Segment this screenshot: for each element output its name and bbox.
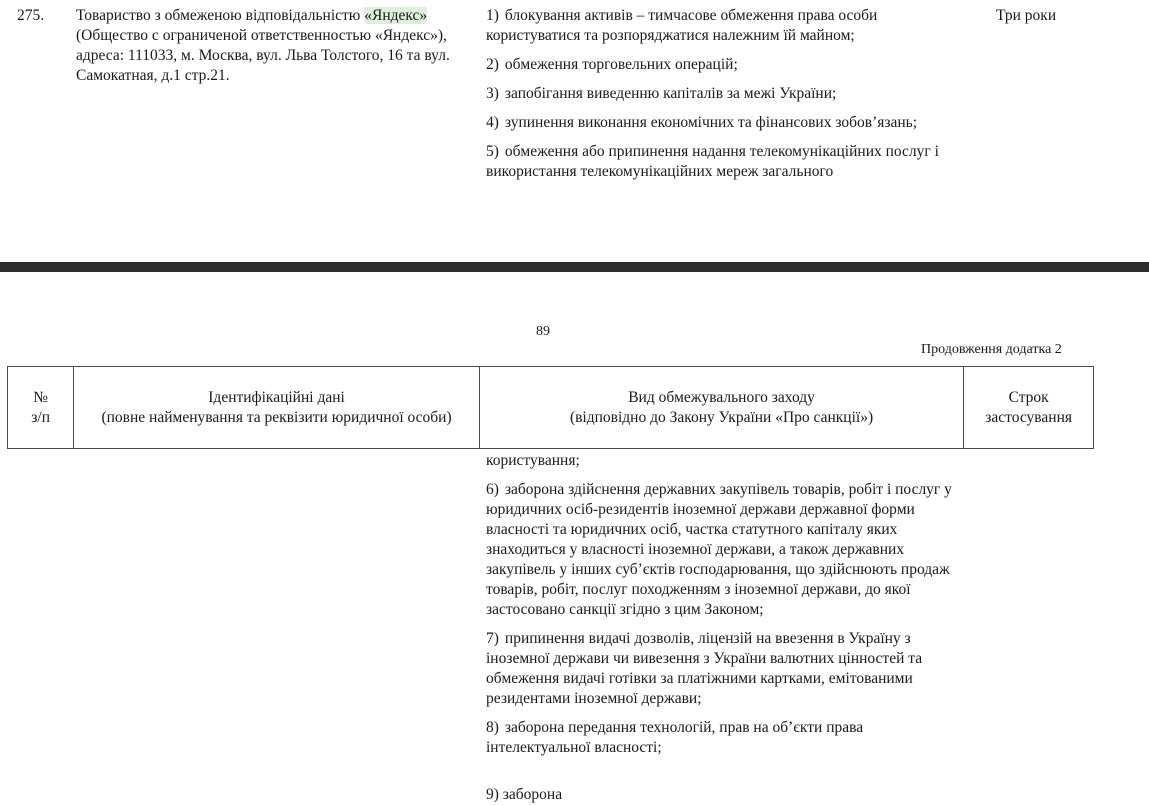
measure-text: зупинення виконання економічних та фінансових зобов’язань; xyxy=(504,114,918,131)
measure-item xyxy=(486,113,961,133)
measure-item xyxy=(486,142,961,182)
header-text: Строк xyxy=(1008,388,1049,406)
term-value: Три роки xyxy=(996,7,1057,24)
measure-text: обмеження торговельних операцій; xyxy=(504,56,738,73)
measure-item xyxy=(486,718,961,758)
entity-name-highlight: «Яндекс» xyxy=(364,7,428,24)
page-separator xyxy=(0,262,1149,272)
row-number: 275. xyxy=(17,7,45,24)
entity-name-prefix: Товариство з обмеженою відповідальністю xyxy=(76,7,365,24)
measure-number: 6) xyxy=(486,481,499,498)
header-text: з/п xyxy=(31,408,51,426)
header-text: застосування xyxy=(985,408,1073,426)
measure-number: 3) xyxy=(486,85,499,102)
measure-text: заборона здійснення державних закупівель товарів, робіт і послуг у юридичних осіб-резидентів іноземної держави державної форми власності та юридичних осіб, частка статутного капіталу яких знаходиться у власності іноземної держави, а також державних закупівель у інших суб’єктів господарювання, що здійснюють продаж товарів, робіт, послуг походженням з іноземної держави, до якої застосовано санкції згідно з цим Законом; xyxy=(486,481,952,618)
measure-text: блокування активів – тимчасове обмеження права особи користуватися та розпоряджатися належним їй майном; xyxy=(486,7,878,44)
header-cell-identification xyxy=(74,367,479,449)
measure-number: 1) xyxy=(486,7,499,24)
header-text: (повне найменування та реквізити юридичної особи) xyxy=(101,408,452,426)
measure-item xyxy=(486,629,961,709)
measure-item xyxy=(486,6,961,46)
measure-text: припинення видачі дозволів, ліцензій на ввезення в Україну з іноземної держави чи вивезення з України валютних цінностей та обмеження видачі готівки за платіжними картками, емітованими резидентами іноземної держави; xyxy=(486,630,923,707)
entity-name-ru: (Общество с ограниченой ответственностью «Яндекс»), xyxy=(76,27,447,44)
measure-number: 4) xyxy=(486,114,499,131)
header-text: Ідентифікаційні дані xyxy=(208,388,345,406)
measure-number: 7) xyxy=(486,630,499,647)
measure-text: обмеження або припинення надання телекомунікаційних послуг і використання телекомунікаційних мереж загального xyxy=(486,143,939,180)
entity-cell xyxy=(76,6,476,86)
measure-item xyxy=(486,55,961,75)
measure-text: заборона передання технологій, прав на об’єкти права інтелектуальної власності; xyxy=(486,719,864,756)
measures-list-bottom xyxy=(486,451,961,767)
continuation-label: Продовження додатка 2 xyxy=(921,342,1062,357)
header-text: (відповідно до Закону України «Про санкції») xyxy=(569,408,874,426)
measure-text: запобігання виведенню капіталів за межі України; xyxy=(504,85,837,102)
header-cell-term xyxy=(964,367,1094,449)
measure-continuation: користування; xyxy=(486,452,580,469)
measures-list-top xyxy=(486,6,961,191)
entity-address: адреса: 111033, м. Москва, вул. Льва Толстого, 16 та вул. Самокатная, д.1 стр.21. xyxy=(76,47,450,84)
page-number: 89 xyxy=(536,324,550,339)
entity-name xyxy=(76,6,476,26)
measure-item xyxy=(486,84,961,104)
measure-item xyxy=(486,480,961,620)
measure-number: 2) xyxy=(486,56,499,73)
measure-number: 8) xyxy=(486,719,499,736)
header-text: № xyxy=(33,388,49,406)
header-cell-measure-type xyxy=(479,367,964,449)
table-header xyxy=(7,366,1094,449)
measure-item-cut-off: 9) заборона xyxy=(486,786,563,803)
header-cell-number xyxy=(8,367,74,449)
header-text: Вид обмежувального заходу xyxy=(628,388,815,406)
measure-number: 5) xyxy=(486,143,499,160)
